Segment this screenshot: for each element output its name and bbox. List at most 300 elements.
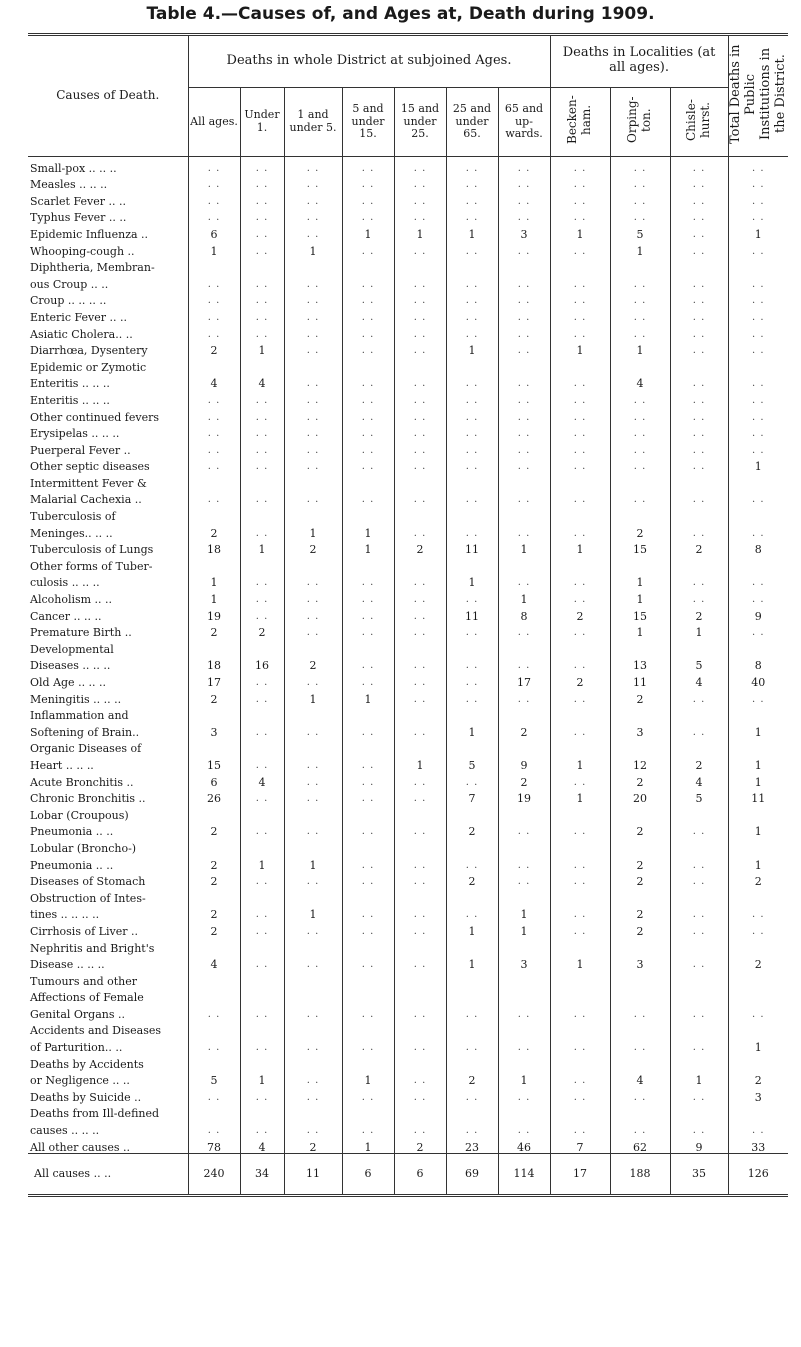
empty-cell: . . (728, 588, 788, 605)
value-cell: 2 (284, 1136, 342, 1153)
empty-cell: . . (498, 373, 550, 390)
empty-cell: . . (284, 622, 342, 639)
cause-label: All other causes .. (30, 1140, 130, 1154)
table-row (28, 954, 788, 971)
empty-cell: . . (240, 821, 284, 838)
value-cell: 1 (498, 1070, 550, 1087)
spacer-cell (342, 804, 394, 821)
cause-label: Erysipelas .. .. .. (30, 427, 120, 441)
empty-cell: . . (394, 240, 446, 257)
empty-cell: . . (342, 854, 394, 871)
cause-label: Tuberculosis of Lungs (30, 543, 154, 557)
value-cell: 1 (284, 904, 342, 921)
cause-label: Diarrhœa, Dysentery (30, 344, 148, 358)
value-cell: 1 (240, 340, 284, 357)
value-cell: 78 (188, 1136, 240, 1153)
cause-label: Disease .. .. .. (30, 958, 105, 972)
spacer-cell (394, 356, 446, 373)
spacer-cell (550, 472, 610, 489)
empty-cell: . . (550, 854, 610, 871)
empty-cell: . . (240, 207, 284, 224)
empty-cell: . . (240, 439, 284, 456)
empty-cell: . . (446, 456, 498, 473)
value-cell: 1 (610, 588, 670, 605)
cause-label: Malarial Cachexia .. (30, 493, 142, 507)
cause-label: Small-pox .. .. .. (30, 161, 117, 175)
value-cell: 4 (240, 373, 284, 390)
empty-cell: . . (728, 1003, 788, 1020)
empty-cell: . . (446, 406, 498, 423)
spacer-cell (394, 970, 446, 987)
empty-cell: . . (728, 1119, 788, 1136)
cause-label: Organic Diseases of (30, 742, 142, 756)
spacer-cell (284, 257, 342, 274)
value-cell: 2 (610, 920, 670, 937)
spacer-cell (670, 887, 728, 904)
table-row (28, 190, 788, 207)
empty-cell: . . (446, 771, 498, 788)
table-row (28, 340, 788, 357)
empty-cell: . . (610, 389, 670, 406)
value-cell: 8 (498, 605, 550, 622)
empty-cell: . . (728, 306, 788, 323)
empty-cell: . . (670, 489, 728, 506)
empty-cell: . . (498, 273, 550, 290)
value-cell: 5 (670, 655, 728, 672)
value-cell: 15 (610, 605, 670, 622)
empty-cell: . . (240, 1003, 284, 1020)
spacer-cell (728, 804, 788, 821)
spacer-cell (188, 804, 240, 821)
spacer-cell (446, 987, 498, 1004)
table-row (28, 257, 788, 274)
spacer-cell (188, 555, 240, 572)
empty-cell: . . (342, 821, 394, 838)
empty-cell: . . (188, 389, 240, 406)
value-cell: 1 (610, 240, 670, 257)
spacer-cell (284, 1053, 342, 1070)
spacer-cell (446, 257, 498, 274)
spacer-cell (394, 1103, 446, 1120)
spacer-cell (394, 505, 446, 522)
value-cell: 2 (728, 871, 788, 888)
empty-cell: . . (670, 273, 728, 290)
spacer-cell (342, 837, 394, 854)
age-col-header-6: 65 and up-wards. (498, 87, 550, 156)
empty-cell: . . (498, 240, 550, 257)
table-row (28, 854, 788, 871)
value-cell: 1 (728, 854, 788, 871)
spacer-cell (728, 257, 788, 274)
value-cell: 5 (670, 788, 728, 805)
value-cell: 2 (446, 871, 498, 888)
empty-cell: . . (342, 1003, 394, 1020)
empty-cell: . . (670, 572, 728, 589)
value-cell: 2 (728, 1070, 788, 1087)
spacer-cell (188, 970, 240, 987)
spacer-cell (240, 356, 284, 373)
spacer-cell (670, 837, 728, 854)
empty-cell: . . (284, 290, 342, 307)
empty-cell: . . (394, 190, 446, 207)
spacer-cell (284, 472, 342, 489)
spacer-cell (550, 705, 610, 722)
value-cell: 1 (188, 572, 240, 589)
value-cell: 17 (498, 671, 550, 688)
value-cell: 15 (188, 754, 240, 771)
value-cell: 11 (446, 539, 498, 556)
spacer-cell (394, 1053, 446, 1070)
value-cell: 2 (188, 622, 240, 639)
cause-label: Typhus Fever .. .. (30, 211, 127, 225)
empty-cell: . . (728, 157, 788, 174)
empty-cell: . . (240, 754, 284, 771)
empty-cell: . . (446, 207, 498, 224)
spacer-cell (240, 1020, 284, 1037)
empty-cell: . . (284, 273, 342, 290)
spacer-cell (240, 1103, 284, 1120)
spacer-cell (498, 505, 550, 522)
value-cell: 2 (728, 954, 788, 971)
empty-cell: . . (670, 871, 728, 888)
empty-cell: . . (670, 306, 728, 323)
table-row (28, 1136, 788, 1153)
spacer-cell (188, 257, 240, 274)
empty-cell: . . (446, 323, 498, 340)
empty-cell: . . (670, 854, 728, 871)
spacer-cell (550, 937, 610, 954)
spacer-cell (240, 555, 284, 572)
empty-cell: . . (498, 340, 550, 357)
value-cell: 1 (550, 539, 610, 556)
empty-cell: . . (728, 489, 788, 506)
spacer-cell (728, 356, 788, 373)
empty-cell: . . (394, 954, 446, 971)
empty-cell: . . (550, 157, 610, 174)
empty-cell: . . (188, 323, 240, 340)
cause-label: Deaths by Accidents (30, 1057, 144, 1071)
value-cell: 1 (446, 340, 498, 357)
value-cell: 1 (728, 754, 788, 771)
spacer-cell (610, 738, 670, 755)
empty-cell: . . (342, 456, 394, 473)
spacer-cell (728, 705, 788, 722)
empty-cell: . . (550, 373, 610, 390)
table-row (28, 373, 788, 390)
spacer-cell (670, 738, 728, 755)
empty-cell: . . (394, 273, 446, 290)
spacer-cell (670, 356, 728, 373)
empty-cell: . . (610, 190, 670, 207)
spacer-cell (284, 837, 342, 854)
empty-cell: . . (670, 954, 728, 971)
value-cell: 1 (550, 223, 610, 240)
empty-cell: . . (188, 1119, 240, 1136)
value-cell: 11 (446, 605, 498, 622)
empty-cell: . . (342, 306, 394, 323)
empty-cell: . . (670, 1086, 728, 1103)
empty-cell: . . (550, 588, 610, 605)
empty-cell: . . (728, 406, 788, 423)
empty-cell: . . (394, 572, 446, 589)
empty-cell: . . (670, 522, 728, 539)
cause-label: Diseases of Stomach (30, 875, 146, 889)
empty-cell: . . (284, 190, 342, 207)
empty-cell: . . (284, 1119, 342, 1136)
empty-cell: . . (284, 439, 342, 456)
locality-col-header-0 (550, 87, 610, 156)
spacer-cell (728, 987, 788, 1004)
spacer-cell (728, 1103, 788, 1120)
value-cell: 4 (670, 671, 728, 688)
cause-label: Pneumonia .. .. (30, 858, 114, 872)
empty-cell: . . (670, 904, 728, 921)
empty-cell: . . (550, 306, 610, 323)
value-cell: 1 (728, 1036, 788, 1053)
spacer-cell (342, 987, 394, 1004)
value-cell: 1 (240, 854, 284, 871)
spacer-cell (670, 1020, 728, 1037)
empty-cell: . . (670, 423, 728, 440)
cause-label: Acute Bronchitis .. (30, 775, 134, 789)
locality-label-0: Becken-ham. (565, 95, 594, 145)
value-cell: 2 (188, 871, 240, 888)
spacer-cell (550, 987, 610, 1004)
value-cell: 2 (394, 1136, 446, 1153)
empty-cell: . . (550, 1086, 610, 1103)
table-row (28, 671, 788, 688)
value-cell: 4 (240, 1136, 284, 1153)
empty-cell: . . (498, 406, 550, 423)
empty-cell: . . (610, 1086, 670, 1103)
empty-cell: . . (188, 1003, 240, 1020)
cause-label: causes .. .. .. (30, 1124, 100, 1138)
empty-cell: . . (446, 157, 498, 174)
empty-cell: . . (342, 174, 394, 191)
table-row (28, 987, 788, 1004)
public-institutions-label: Total Deaths in Public Institutions in the District. (728, 44, 789, 144)
empty-cell: . . (240, 671, 284, 688)
value-cell: 1 (550, 340, 610, 357)
spacer-cell (188, 505, 240, 522)
empty-cell: . . (284, 954, 342, 971)
empty-cell: . . (240, 273, 284, 290)
empty-cell: . . (394, 655, 446, 672)
table-row (28, 1020, 788, 1037)
value-cell: 2 (446, 1070, 498, 1087)
cause-label: Cancer .. .. .. (30, 609, 102, 623)
empty-cell: . . (188, 423, 240, 440)
table-row (28, 588, 788, 605)
empty-cell: . . (550, 439, 610, 456)
empty-cell: . . (284, 489, 342, 506)
total-value: 34 (240, 1153, 284, 1195)
empty-cell: . . (188, 207, 240, 224)
spacer-cell (342, 555, 394, 572)
value-cell: 1 (550, 754, 610, 771)
spacer-cell (240, 937, 284, 954)
spacer-cell (446, 970, 498, 987)
age-col-header-4: 15 and under 25. (394, 87, 446, 156)
table-row (28, 688, 788, 705)
empty-cell: . . (284, 157, 342, 174)
empty-cell: . . (240, 954, 284, 971)
spacer-cell (728, 472, 788, 489)
empty-cell: . . (394, 904, 446, 921)
mortality-table-wrapper (28, 33, 788, 1197)
empty-cell: . . (670, 406, 728, 423)
empty-cell: . . (550, 290, 610, 307)
table-row (28, 1003, 788, 1020)
empty-cell: . . (240, 721, 284, 738)
table-row (28, 389, 788, 406)
table-row (28, 837, 788, 854)
empty-cell: . . (284, 871, 342, 888)
cause-label: Affections of Female (30, 991, 144, 1005)
value-cell: 3 (610, 721, 670, 738)
empty-cell: . . (342, 920, 394, 937)
spacer-cell (342, 1103, 394, 1120)
table-row (28, 505, 788, 522)
empty-cell: . . (610, 439, 670, 456)
spacer-cell (498, 472, 550, 489)
spacer-cell (188, 1103, 240, 1120)
table-row (28, 223, 788, 240)
value-cell: 2 (610, 688, 670, 705)
spacer-cell (446, 1020, 498, 1037)
empty-cell: . . (188, 489, 240, 506)
empty-cell: . . (498, 174, 550, 191)
total-value: 69 (446, 1153, 498, 1195)
value-cell: 1 (550, 954, 610, 971)
table-row (28, 1119, 788, 1136)
empty-cell: . . (284, 456, 342, 473)
value-cell: 1 (284, 688, 342, 705)
empty-cell: . . (342, 655, 394, 672)
empty-cell: . . (498, 1119, 550, 1136)
empty-cell: . . (498, 439, 550, 456)
empty-cell: . . (342, 904, 394, 921)
spacer-cell (550, 1020, 610, 1037)
table-row (28, 887, 788, 904)
table-row (28, 788, 788, 805)
empty-cell: . . (446, 273, 498, 290)
empty-cell: . . (610, 157, 670, 174)
value-cell: 1 (394, 223, 446, 240)
empty-cell: . . (550, 771, 610, 788)
table-row (28, 423, 788, 440)
value-cell: 1 (728, 721, 788, 738)
empty-cell: . . (670, 389, 728, 406)
spacer-cell (670, 804, 728, 821)
total-label: All causes .. .. (28, 1153, 188, 1195)
empty-cell: . . (498, 306, 550, 323)
empty-cell: . . (550, 622, 610, 639)
cause-label: or Negligence .. .. (30, 1074, 130, 1088)
spacer-cell (240, 738, 284, 755)
empty-cell: . . (394, 854, 446, 871)
cause-label: Softening of Brain.. (30, 725, 140, 739)
empty-cell: . . (728, 688, 788, 705)
spacer-cell (342, 887, 394, 904)
empty-cell: . . (446, 854, 498, 871)
empty-cell: . . (498, 688, 550, 705)
empty-cell: . . (446, 373, 498, 390)
cause-label: culosis .. .. .. (30, 576, 100, 590)
empty-cell: . . (284, 1003, 342, 1020)
empty-cell: . . (550, 904, 610, 921)
table-row (28, 804, 788, 821)
empty-cell: . . (670, 157, 728, 174)
total-value: 35 (670, 1153, 728, 1195)
value-cell: 1 (342, 1136, 394, 1153)
empty-cell: . . (188, 406, 240, 423)
empty-cell: . . (446, 588, 498, 605)
empty-cell: . . (342, 588, 394, 605)
empty-cell: . . (550, 572, 610, 589)
empty-cell: . . (728, 290, 788, 307)
spacer-cell (240, 804, 284, 821)
total-row (28, 1153, 788, 1195)
value-cell: 12 (610, 754, 670, 771)
empty-cell: . . (284, 788, 342, 805)
empty-cell: . . (240, 489, 284, 506)
empty-cell: . . (446, 190, 498, 207)
cause-label: Measles .. .. .. (30, 178, 108, 192)
empty-cell: . . (394, 406, 446, 423)
locality-col-header-1 (610, 87, 670, 156)
empty-cell: . . (342, 240, 394, 257)
spacer-cell (284, 987, 342, 1004)
spacer-cell (446, 887, 498, 904)
empty-cell: . . (550, 522, 610, 539)
cause-label: Heart .. .. .. (30, 758, 94, 772)
spacer-cell (446, 472, 498, 489)
empty-cell: . . (342, 771, 394, 788)
empty-cell: . . (284, 323, 342, 340)
empty-cell: . . (394, 721, 446, 738)
value-cell: 2 (670, 605, 728, 622)
empty-cell: . . (728, 207, 788, 224)
empty-cell: . . (610, 406, 670, 423)
table-row (28, 1036, 788, 1053)
spacer-cell (446, 1103, 498, 1120)
value-cell: 1 (342, 223, 394, 240)
spacer-cell (728, 738, 788, 755)
empty-cell: . . (188, 306, 240, 323)
locality-col-header-2 (670, 87, 728, 156)
spacer-cell (188, 356, 240, 373)
spacer-cell (670, 970, 728, 987)
value-cell: 1 (728, 456, 788, 473)
spacer-cell (394, 705, 446, 722)
empty-cell: . . (446, 423, 498, 440)
value-cell: 18 (188, 655, 240, 672)
value-cell: 1 (610, 340, 670, 357)
spacer-cell (240, 887, 284, 904)
cause-label: Cirrhosis of Liver .. (30, 924, 138, 938)
empty-cell: . . (498, 622, 550, 639)
empty-cell: . . (240, 240, 284, 257)
spacer-cell (394, 987, 446, 1004)
empty-cell: . . (188, 439, 240, 456)
empty-cell: . . (728, 389, 788, 406)
empty-cell: . . (728, 240, 788, 257)
empty-cell: . . (728, 190, 788, 207)
table-row (28, 721, 788, 738)
locality-label-1: Orping-ton. (625, 96, 654, 144)
empty-cell: . . (670, 1003, 728, 1020)
